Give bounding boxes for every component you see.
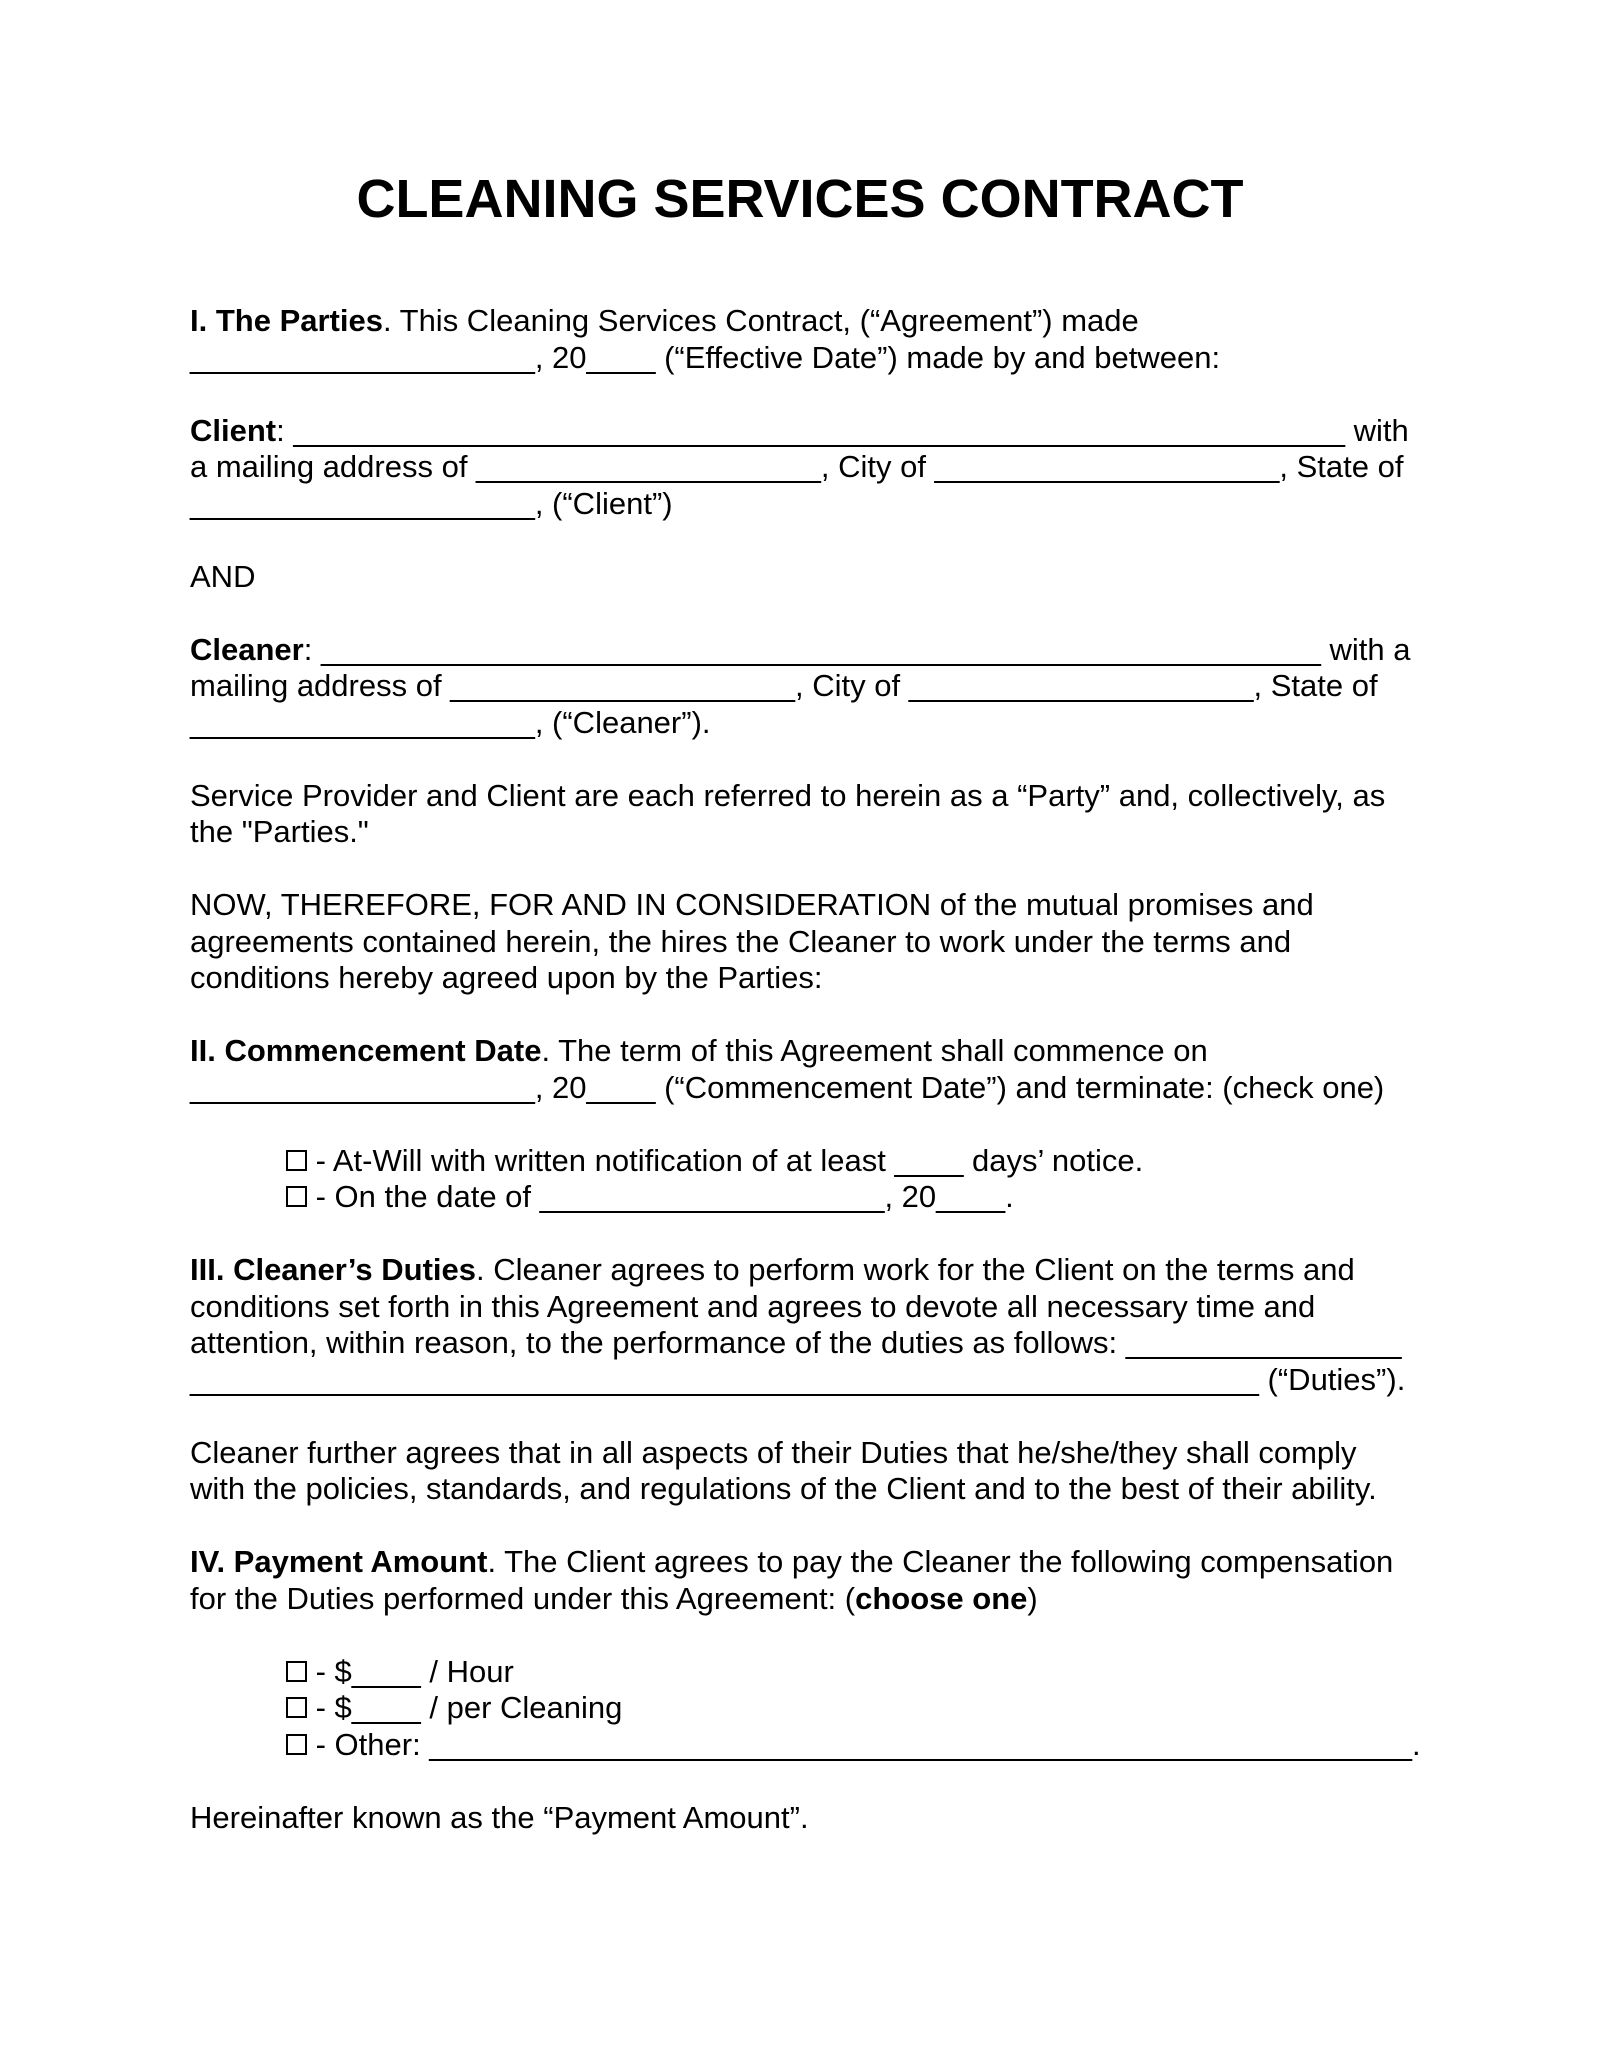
text-run: attention, within reason, to the performance of the duties as follows: ________________ <box>190 1325 1402 1360</box>
text-run: . This Cleaning Services Contract, (“Agreement”) made <box>382 303 1139 338</box>
text-line <box>190 814 1410 851</box>
text-line <box>190 668 1410 705</box>
checkbox-icon <box>286 1661 307 1682</box>
text-run: AND <box>190 558 256 594</box>
bold-text-run: Client <box>190 412 277 448</box>
checkbox-icon <box>286 1697 307 1718</box>
text-run: ______________________________________________________________ (“Duties”). <box>190 1361 1406 1397</box>
text-run: - $____ / per Cleaning <box>307 1690 623 1725</box>
text-line <box>190 413 1410 450</box>
section-cleaner <box>190 632 1410 742</box>
checkbox-icon <box>286 1150 307 1171</box>
section-client <box>190 413 1410 523</box>
text-run: ____________________, (“Client”) <box>190 485 673 521</box>
text-run: the "Parties." <box>190 814 369 849</box>
text-run: . Cleaner agrees to perform work for the Client on the terms and <box>476 1252 1355 1287</box>
text-run: Cleaner further agrees that in all aspects of their Duties that he/she/they shall comply <box>190 1434 1357 1470</box>
text-line <box>190 486 1410 523</box>
text-line <box>190 887 1410 924</box>
text-line <box>190 449 1410 486</box>
text-run: - Other: _________________________________________________________. <box>307 1726 1421 1762</box>
section-payment-amount-name <box>190 1800 1410 1837</box>
text-run: : _____________________________________________________________ with <box>276 412 1409 448</box>
text-run: Hereinafter known as the “Payment Amount”. <box>190 1799 809 1835</box>
text-line <box>190 1143 1410 1180</box>
text-line <box>190 1289 1410 1326</box>
text-line <box>190 1544 1410 1581</box>
text-line <box>190 1690 1410 1727</box>
text-run: conditions hereby agreed upon by the Parties: <box>190 960 823 995</box>
text-run: - On the date of ____________________, 20____. <box>307 1179 1014 1214</box>
text-line <box>190 1654 1410 1691</box>
text-line <box>190 1435 1410 1472</box>
bold-text-run: IV. Payment Amount <box>190 1544 488 1579</box>
text-run: Service Provider and Client are each referred to herein as a “Party” and, collectively, as <box>190 777 1386 813</box>
text-run: - At-Will with written notification of at least ____ days’ notice. <box>307 1142 1144 1178</box>
document-title: CLEANING SERVICES CONTRACT <box>356 169 1244 229</box>
text-line <box>190 1726 1421 1764</box>
text-run: ____________________, 20____ (“Commencement Date”) and terminate: (check one) <box>190 1069 1385 1105</box>
bold-text-run: II. Commencement Date <box>190 1033 542 1068</box>
section-party-definitions <box>190 778 1410 851</box>
bold-text-run: choose one <box>855 1580 1028 1616</box>
text-line <box>190 778 1410 815</box>
text-line <box>190 340 1410 377</box>
checkbox-icon <box>286 1186 307 1207</box>
text-line <box>190 1362 1410 1399</box>
checkbox-icon <box>286 1734 307 1755</box>
text-run: ____________________, 20____ (“Effective Date”) made by and between: <box>190 339 1221 375</box>
text-line <box>190 924 1410 961</box>
section-payment-options <box>190 1653 1421 1764</box>
text-run: - $____ / Hour <box>307 1653 514 1689</box>
text-line <box>190 303 1410 340</box>
text-line <box>190 1179 1410 1216</box>
text-run: mailing address of ____________________, City of ____________________, State of <box>190 668 1378 703</box>
text-line <box>190 559 1410 596</box>
document-body <box>190 303 1421 1836</box>
text-run: agreements contained herein, the hires the Cleaner to work under the terms and <box>190 923 1292 959</box>
text-line <box>190 1033 1410 1070</box>
section-parties-intro <box>190 303 1410 376</box>
text-run: ____________________, (“Cleaner”). <box>190 704 711 740</box>
text-run: with the policies, standards, and regulations of the Client and to the best of their ability. <box>190 1471 1377 1506</box>
text-line <box>190 1800 1410 1837</box>
text-run: ) <box>1027 1580 1038 1616</box>
section-and-separator <box>190 559 1410 596</box>
text-line <box>190 1252 1410 1289</box>
text-run: conditions set forth in this Agreement and agrees to devote all necessary time and <box>190 1288 1316 1324</box>
text-line <box>190 960 1410 997</box>
text-line <box>190 705 1410 742</box>
text-line <box>190 1070 1410 1107</box>
text-line <box>190 632 1410 669</box>
bold-text-run: III. Cleaner’s Duties <box>190 1252 476 1287</box>
section-commencement-date <box>190 1033 1410 1106</box>
text-run: NOW, THEREFORE, FOR AND IN CONSIDERATION of the mutual promises and <box>190 887 1314 922</box>
section-duties-compliance <box>190 1435 1410 1508</box>
text-run: . The Client agrees to pay the Cleaner the following compensation <box>487 1544 1394 1579</box>
section-cleaners-duties <box>190 1252 1410 1398</box>
text-run: for the Duties performed under this Agreement: ( <box>190 1580 856 1616</box>
text-line <box>190 1325 1410 1362</box>
bold-text-run: Cleaner <box>190 631 304 667</box>
text-line <box>190 1471 1410 1508</box>
section-commencement-options <box>190 1143 1410 1216</box>
text-line <box>190 1581 1410 1618</box>
bold-text-run: I. The Parties <box>190 303 383 338</box>
section-consideration <box>190 887 1410 997</box>
section-payment-amount <box>190 1544 1410 1617</box>
text-run: . The term of this Agreement shall commence on <box>541 1033 1208 1068</box>
text-run: : __________________________________________________________ with a <box>303 631 1411 667</box>
text-run: a mailing address of ____________________, City of ____________________, State of <box>190 449 1404 484</box>
